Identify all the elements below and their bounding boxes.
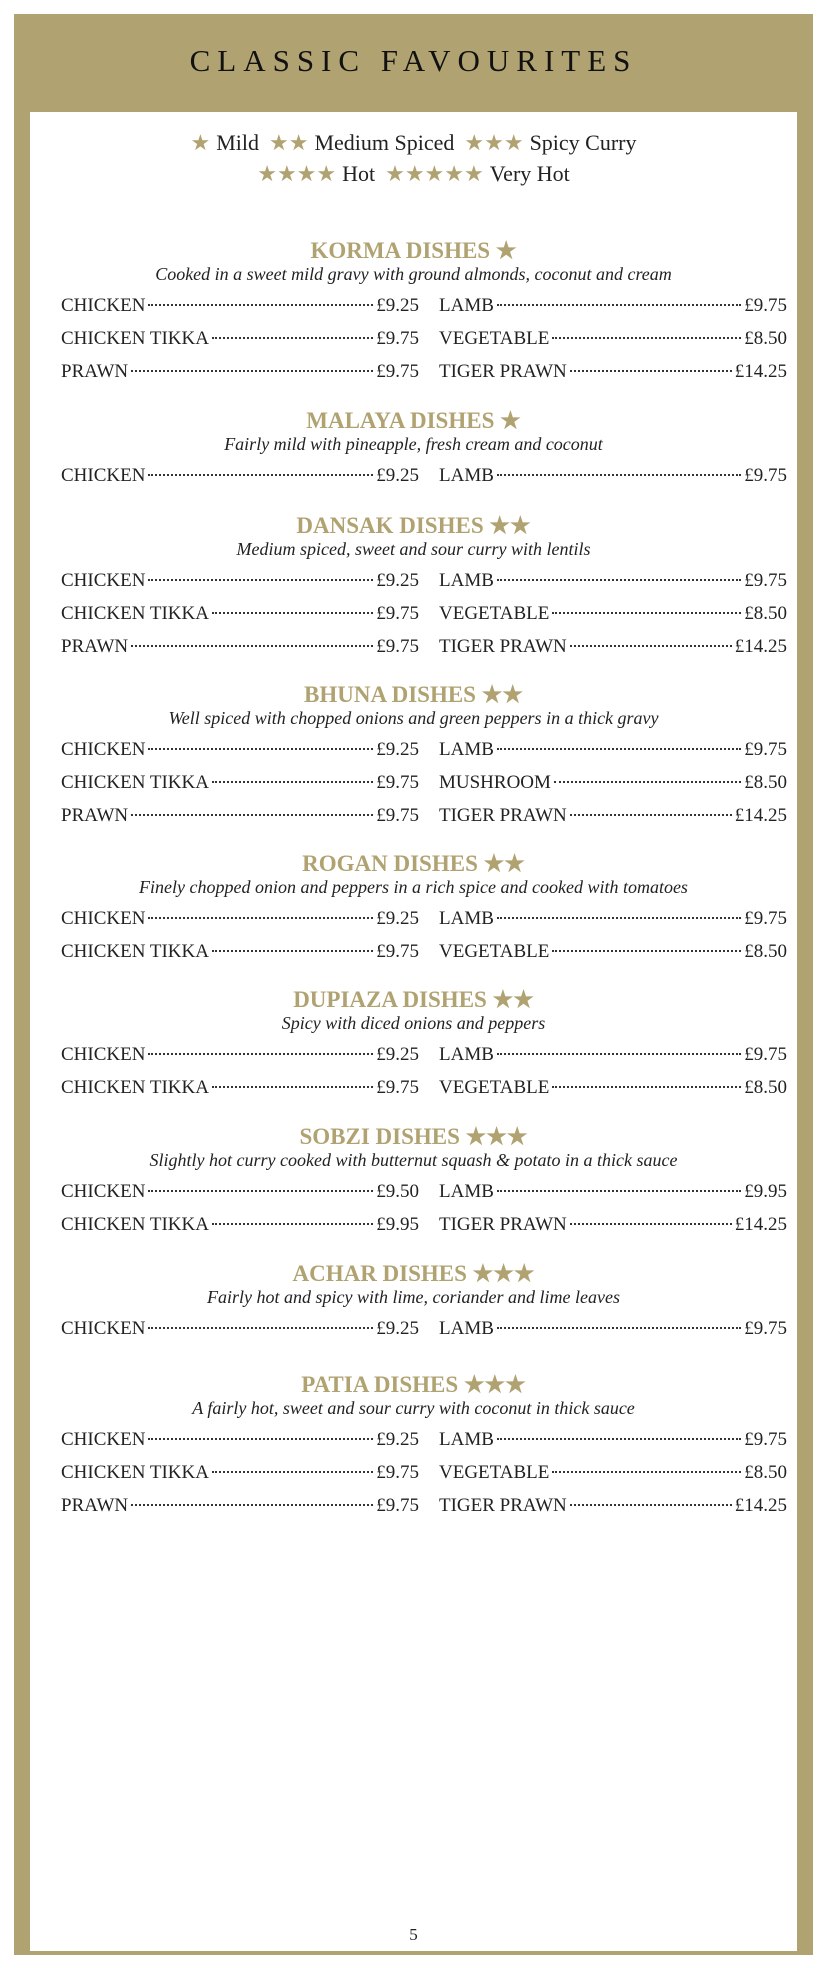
menu-item bbox=[439, 1493, 787, 1519]
menu-item bbox=[439, 1042, 787, 1068]
dot-leader bbox=[212, 612, 373, 614]
dot-leader bbox=[497, 1438, 741, 1440]
dish-price: £8.50 bbox=[744, 1077, 787, 1098]
dot-leader bbox=[497, 474, 741, 476]
section-description: Medium spiced, sweet and sour curry with lentils bbox=[236, 539, 591, 559]
legend-entry bbox=[269, 130, 454, 155]
dot-leader bbox=[148, 1327, 373, 1329]
section-title: MALAYA DISHES ★ bbox=[306, 408, 521, 433]
dot-leader bbox=[212, 337, 373, 339]
star-icon: ★ bbox=[190, 130, 211, 155]
section-description: Cooked in a sweet mild gravy with ground almonds, coconut and cream bbox=[155, 264, 672, 284]
dish-price: £9.25 bbox=[376, 1318, 419, 1339]
dot-leader bbox=[148, 1190, 373, 1192]
section-description: Slightly hot curry cooked with butternut squash & potato in a thick sauce bbox=[149, 1150, 678, 1170]
legend-entry bbox=[190, 130, 259, 155]
menu-item bbox=[439, 906, 787, 932]
dish-name: LAMB bbox=[439, 1318, 494, 1339]
section-title: PATIA DISHES ★★★ bbox=[301, 1372, 526, 1397]
dish-name: CHICKEN bbox=[61, 739, 146, 760]
dish-price: £9.75 bbox=[744, 1429, 787, 1450]
dot-leader bbox=[497, 304, 741, 306]
menu-item bbox=[61, 1075, 419, 1101]
dish-name: CHICKEN TIKKA bbox=[61, 603, 209, 624]
dish-name: CHICKEN bbox=[61, 1044, 146, 1065]
dish-price: £14.25 bbox=[734, 361, 787, 382]
dish-name: CHICKEN TIKKA bbox=[61, 772, 209, 793]
menu-item bbox=[61, 359, 419, 385]
dish-price: £9.25 bbox=[376, 908, 419, 929]
legend-entry bbox=[385, 161, 570, 186]
dish-price: £14.25 bbox=[734, 805, 787, 826]
menu-item bbox=[439, 634, 787, 660]
menu-item bbox=[439, 737, 787, 763]
dot-leader bbox=[212, 1471, 373, 1473]
dot-leader bbox=[148, 917, 373, 919]
menu-item bbox=[439, 326, 787, 352]
dish-name: LAMB bbox=[439, 908, 494, 929]
legend-label: Very Hot bbox=[489, 161, 570, 186]
dish-name: CHICKEN bbox=[61, 570, 146, 591]
menu-item bbox=[61, 1493, 419, 1519]
menu-item bbox=[439, 359, 787, 385]
dish-name: PRAWN bbox=[61, 636, 129, 657]
dish-name: CHICKEN TIKKA bbox=[61, 1077, 209, 1098]
menu-panel bbox=[30, 112, 797, 1951]
menu-item bbox=[439, 939, 787, 965]
menu-item bbox=[61, 293, 419, 319]
dot-leader bbox=[148, 1438, 373, 1440]
menu-row bbox=[30, 293, 797, 319]
dot-leader bbox=[552, 1086, 741, 1088]
menu-item bbox=[439, 1075, 787, 1101]
dish-name: CHICKEN bbox=[61, 1181, 146, 1202]
dish-name: LAMB bbox=[439, 739, 494, 760]
section-title: DUPIAZA DISHES ★★ bbox=[293, 987, 534, 1012]
section-title: DANSAK DISHES ★★ bbox=[296, 513, 531, 538]
menu-item bbox=[61, 803, 419, 829]
menu-item bbox=[61, 1179, 419, 1205]
dish-name: LAMB bbox=[439, 1044, 494, 1065]
menu-item bbox=[61, 1316, 419, 1342]
dish-name: LAMB bbox=[439, 465, 494, 486]
dish-name: TIGER PRAWN bbox=[439, 805, 567, 826]
section-description: Spicy with diced onions and peppers bbox=[281, 1013, 546, 1033]
dot-leader bbox=[570, 1223, 732, 1225]
star-icon: ★★★★ bbox=[257, 161, 337, 186]
dot-leader bbox=[497, 917, 741, 919]
dot-leader bbox=[570, 645, 732, 647]
dish-price: £9.75 bbox=[744, 465, 787, 486]
dish-name: TIGER PRAWN bbox=[439, 636, 567, 657]
menu-item bbox=[439, 463, 787, 489]
dish-name: PRAWN bbox=[61, 805, 129, 826]
dot-leader bbox=[552, 612, 741, 614]
section-description: A fairly hot, sweet and sour curry with coconut in thick sauce bbox=[192, 1398, 635, 1418]
dish-price: £9.75 bbox=[376, 1462, 419, 1483]
dish-name: CHICKEN bbox=[61, 908, 146, 929]
dish-price: £9.25 bbox=[376, 295, 419, 316]
menu-item bbox=[439, 1460, 787, 1486]
page-title: CLASSIC FAVOURITES bbox=[189, 43, 638, 78]
menu-row bbox=[30, 1212, 797, 1238]
menu-item bbox=[61, 463, 419, 489]
dot-leader bbox=[148, 748, 373, 750]
menu-item bbox=[61, 634, 419, 660]
dish-name: VEGETABLE bbox=[439, 1462, 550, 1483]
dish-price: £9.75 bbox=[744, 570, 787, 591]
dish-price: £8.50 bbox=[744, 603, 787, 624]
legend-label: Mild bbox=[216, 130, 259, 155]
dot-leader bbox=[212, 1223, 373, 1225]
dish-name: LAMB bbox=[439, 1181, 494, 1202]
dish-price: £9.25 bbox=[376, 465, 419, 486]
dish-price: £9.75 bbox=[376, 603, 419, 624]
dot-leader bbox=[497, 1327, 741, 1329]
dish-price: £9.25 bbox=[376, 1429, 419, 1450]
menu-item bbox=[439, 1427, 787, 1453]
menu-frame bbox=[14, 14, 813, 1955]
section-description: Fairly mild with pineapple, fresh cream and coconut bbox=[224, 434, 603, 454]
dish-name: CHICKEN TIKKA bbox=[61, 941, 209, 962]
dish-name: CHICKEN bbox=[61, 465, 146, 486]
dish-price: £8.50 bbox=[744, 941, 787, 962]
dish-price: £9.75 bbox=[376, 805, 419, 826]
dish-price: £9.75 bbox=[744, 908, 787, 929]
dish-name: CHICKEN TIKKA bbox=[61, 328, 209, 349]
dish-name: VEGETABLE bbox=[439, 1077, 550, 1098]
menu-row bbox=[30, 939, 797, 965]
menu-row bbox=[30, 1427, 797, 1453]
spice-legend-line-2 bbox=[30, 161, 797, 187]
menu-item bbox=[61, 770, 419, 796]
section-description: Finely chopped onion and peppers in a rich spice and cooked with tomatoes bbox=[139, 877, 688, 897]
dish-name: LAMB bbox=[439, 570, 494, 591]
dish-price: £9.75 bbox=[744, 1044, 787, 1065]
dot-leader bbox=[212, 950, 373, 952]
menu-row bbox=[30, 770, 797, 796]
menu-row bbox=[30, 463, 797, 489]
menu-item bbox=[61, 939, 419, 965]
section-title: BHUNA DISHES ★★ bbox=[304, 682, 523, 707]
menu-item bbox=[439, 803, 787, 829]
dish-name: VEGETABLE bbox=[439, 941, 550, 962]
menu-row bbox=[30, 601, 797, 627]
dish-price: £9.75 bbox=[744, 295, 787, 316]
menu-item bbox=[439, 293, 787, 319]
menu-item bbox=[61, 568, 419, 594]
dish-name: CHICKEN bbox=[61, 1429, 146, 1450]
menu-item bbox=[439, 770, 787, 796]
dot-leader bbox=[570, 1504, 732, 1506]
dot-leader bbox=[148, 474, 373, 476]
dish-price: £9.75 bbox=[376, 361, 419, 382]
dot-leader bbox=[148, 304, 373, 306]
page-number: 5 bbox=[409, 1925, 418, 1944]
dot-leader bbox=[131, 1504, 373, 1506]
menu-row bbox=[30, 803, 797, 829]
section-title: SOBZI DISHES ★★★ bbox=[299, 1124, 528, 1149]
menu-row bbox=[30, 1316, 797, 1342]
dish-name: TIGER PRAWN bbox=[439, 361, 567, 382]
dish-name: LAMB bbox=[439, 1429, 494, 1450]
menu-item bbox=[439, 1316, 787, 1342]
dish-price: £9.95 bbox=[744, 1181, 787, 1202]
menu-row bbox=[30, 568, 797, 594]
dish-price: £8.50 bbox=[744, 772, 787, 793]
menu-row bbox=[30, 326, 797, 352]
section-description: Fairly hot and spicy with lime, coriander and lime leaves bbox=[207, 1287, 620, 1307]
dish-price: £9.75 bbox=[376, 328, 419, 349]
menu-item bbox=[61, 1460, 419, 1486]
legend-label: Medium Spiced bbox=[314, 130, 455, 155]
menu-item bbox=[439, 568, 787, 594]
dish-price: £9.25 bbox=[376, 739, 419, 760]
section-title: KORMA DISHES ★ bbox=[310, 238, 517, 263]
dot-leader bbox=[552, 950, 741, 952]
dish-price: £9.75 bbox=[744, 739, 787, 760]
menu-item bbox=[61, 1427, 419, 1453]
dish-name: CHICKEN TIKKA bbox=[61, 1462, 209, 1483]
dot-leader bbox=[497, 1053, 741, 1055]
menu-item bbox=[61, 906, 419, 932]
dish-name: CHICKEN TIKKA bbox=[61, 1214, 209, 1235]
dish-price: £9.75 bbox=[376, 1077, 419, 1098]
dish-price: £9.75 bbox=[376, 772, 419, 793]
dot-leader bbox=[212, 1086, 373, 1088]
spice-legend-line-1 bbox=[30, 130, 797, 156]
menu-item bbox=[61, 326, 419, 352]
dot-leader bbox=[570, 370, 732, 372]
dot-leader bbox=[554, 781, 741, 783]
menu-item bbox=[439, 1179, 787, 1205]
star-icon: ★★★ bbox=[464, 130, 524, 155]
dot-leader bbox=[212, 781, 373, 783]
menu-item bbox=[61, 1212, 419, 1238]
dot-leader bbox=[148, 1053, 373, 1055]
legend-label: Hot bbox=[342, 161, 376, 186]
dish-price: £8.50 bbox=[744, 1462, 787, 1483]
star-icon: ★★★★★ bbox=[385, 161, 484, 186]
dot-leader bbox=[497, 579, 741, 581]
dish-price: £9.75 bbox=[744, 1318, 787, 1339]
header-band bbox=[14, 14, 813, 112]
section-title: ACHAR DISHES ★★★ bbox=[292, 1261, 535, 1286]
dot-leader bbox=[148, 579, 373, 581]
dish-price: £9.75 bbox=[376, 1495, 419, 1516]
dish-price: £8.50 bbox=[744, 328, 787, 349]
menu-item bbox=[439, 1212, 787, 1238]
dish-name: CHICKEN bbox=[61, 1318, 146, 1339]
menu-row bbox=[30, 634, 797, 660]
dish-price: £9.25 bbox=[376, 1044, 419, 1065]
menu-item bbox=[61, 601, 419, 627]
menu-row bbox=[30, 1075, 797, 1101]
legend-entry bbox=[464, 130, 636, 155]
dot-leader bbox=[552, 337, 741, 339]
menu-row bbox=[30, 906, 797, 932]
menu-item bbox=[61, 737, 419, 763]
dot-leader bbox=[497, 1190, 741, 1192]
section-description: Well spiced with chopped onions and green peppers in a thick gravy bbox=[168, 708, 659, 728]
section-title: ROGAN DISHES ★★ bbox=[302, 851, 525, 876]
dish-price: £14.25 bbox=[734, 1495, 787, 1516]
menu-row bbox=[30, 1179, 797, 1205]
dish-name: PRAWN bbox=[61, 1495, 129, 1516]
dot-leader bbox=[570, 814, 732, 816]
dish-name: MUSHROOM bbox=[439, 772, 551, 793]
dish-name: VEGETABLE bbox=[439, 328, 550, 349]
dot-leader bbox=[552, 1471, 741, 1473]
dish-price: £14.25 bbox=[734, 636, 787, 657]
dot-leader bbox=[131, 645, 373, 647]
dish-name: TIGER PRAWN bbox=[439, 1495, 567, 1516]
menu-item bbox=[439, 601, 787, 627]
dish-price: £9.25 bbox=[376, 570, 419, 591]
menu-row bbox=[30, 1042, 797, 1068]
menu-row bbox=[30, 1493, 797, 1519]
dot-leader bbox=[497, 748, 741, 750]
dot-leader bbox=[131, 370, 373, 372]
dish-name: TIGER PRAWN bbox=[439, 1214, 567, 1235]
menu-item bbox=[61, 1042, 419, 1068]
legend-entry bbox=[257, 161, 375, 186]
dish-name: VEGETABLE bbox=[439, 603, 550, 624]
dish-price: £9.50 bbox=[376, 1181, 419, 1202]
menu-row bbox=[30, 737, 797, 763]
menu-row bbox=[30, 1460, 797, 1486]
dish-price: £9.75 bbox=[376, 636, 419, 657]
star-icon: ★★ bbox=[269, 130, 309, 155]
menu-row bbox=[30, 359, 797, 385]
dish-price: £14.25 bbox=[734, 1214, 787, 1235]
dish-price: £9.75 bbox=[376, 941, 419, 962]
legend-label: Spicy Curry bbox=[529, 130, 637, 155]
dish-name: CHICKEN bbox=[61, 295, 146, 316]
dish-name: LAMB bbox=[439, 295, 494, 316]
dot-leader bbox=[131, 814, 373, 816]
dish-name: PRAWN bbox=[61, 361, 129, 382]
dish-price: £9.95 bbox=[376, 1214, 419, 1235]
